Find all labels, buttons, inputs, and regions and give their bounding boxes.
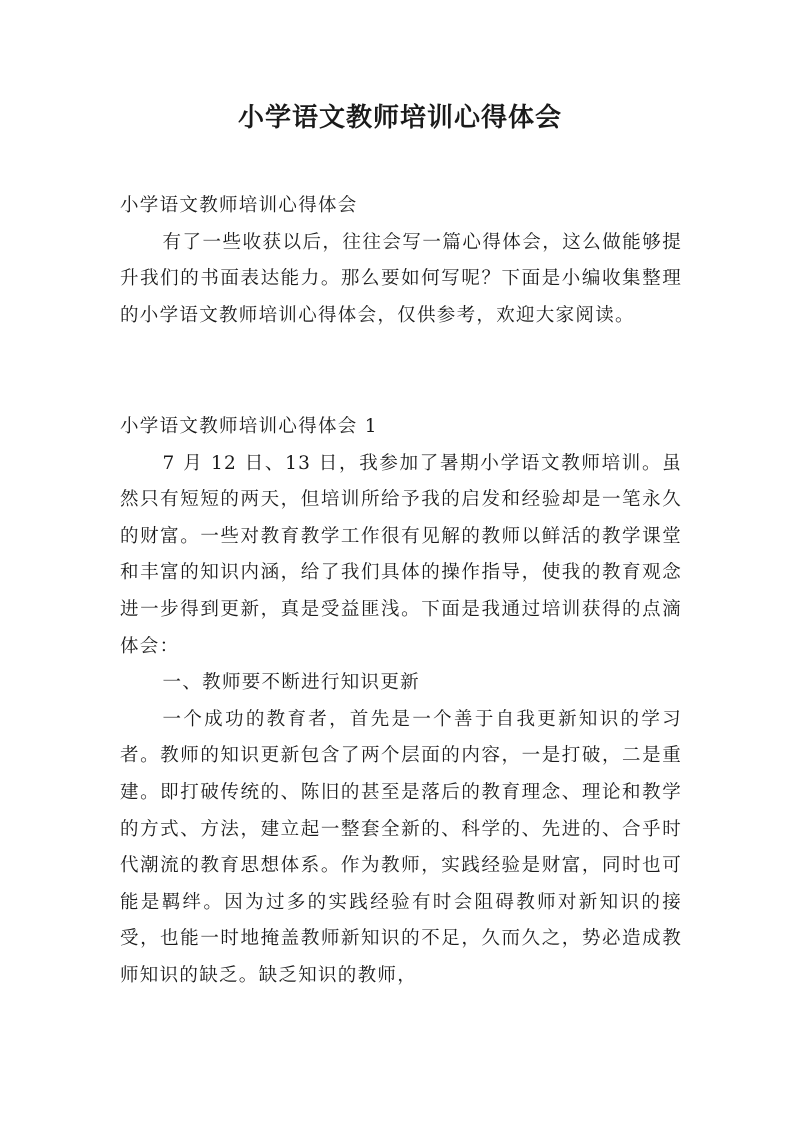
section-paragraph-2: 一个成功的教育者，首先是一个善于自我更新知识的学习者。教师的知识更新包含了两个层面的内容，一是打破，二是重建。即打破传统的、陈旧的甚至是落后的教育理念、理论和教学的方式、方法，建立起一整套全新的、科学的、先进的、合乎时代潮流的教育思想体系。作为教师，实践经验是财富，同时也可能是羁绊。因为过多的实践经验有时会阻碍教师对新知识的接受，也能一时地掩盖教师新知识的不足，久而久之，势必造成教师知识的缺乏。缺乏知识的教师， xyxy=(120,708,682,986)
section-paragraph-1: 7 月 12 日、13 日，我参加了暑期小学语文教师培训。虽然只有短短的两天，但培训所给予我的启发和经验却是一笔永久的财富。一些对教育教学工作很有见解的教师以鲜活的教学课堂和丰富的知识内涵，给了我们具体的操作指导，使我的教育观念进一步得到更新，真是受益匪浅。下面是我通过培训获得的点滴体会： xyxy=(120,452,682,657)
section-subheading-1: 一、教师要不断进行知识更新 xyxy=(162,672,420,694)
document-title: 小学语文教师培训心得体会 xyxy=(237,103,562,133)
intro-heading: 小学语文教师培训心得体会 xyxy=(120,195,358,216)
section-heading: 小学语文教师培训心得体会 1 xyxy=(120,416,378,437)
section-1-block xyxy=(120,409,682,995)
intro-paragraph: 有了一些收获以后，往往会写一篇心得体会，这么做能够提升我们的书面表达能力。那么要如何写呢？下面是小编收集整理的小学语文教师培训心得体会，仅供参考，欢迎大家阅读。 xyxy=(120,231,682,326)
intro-block xyxy=(120,188,682,334)
